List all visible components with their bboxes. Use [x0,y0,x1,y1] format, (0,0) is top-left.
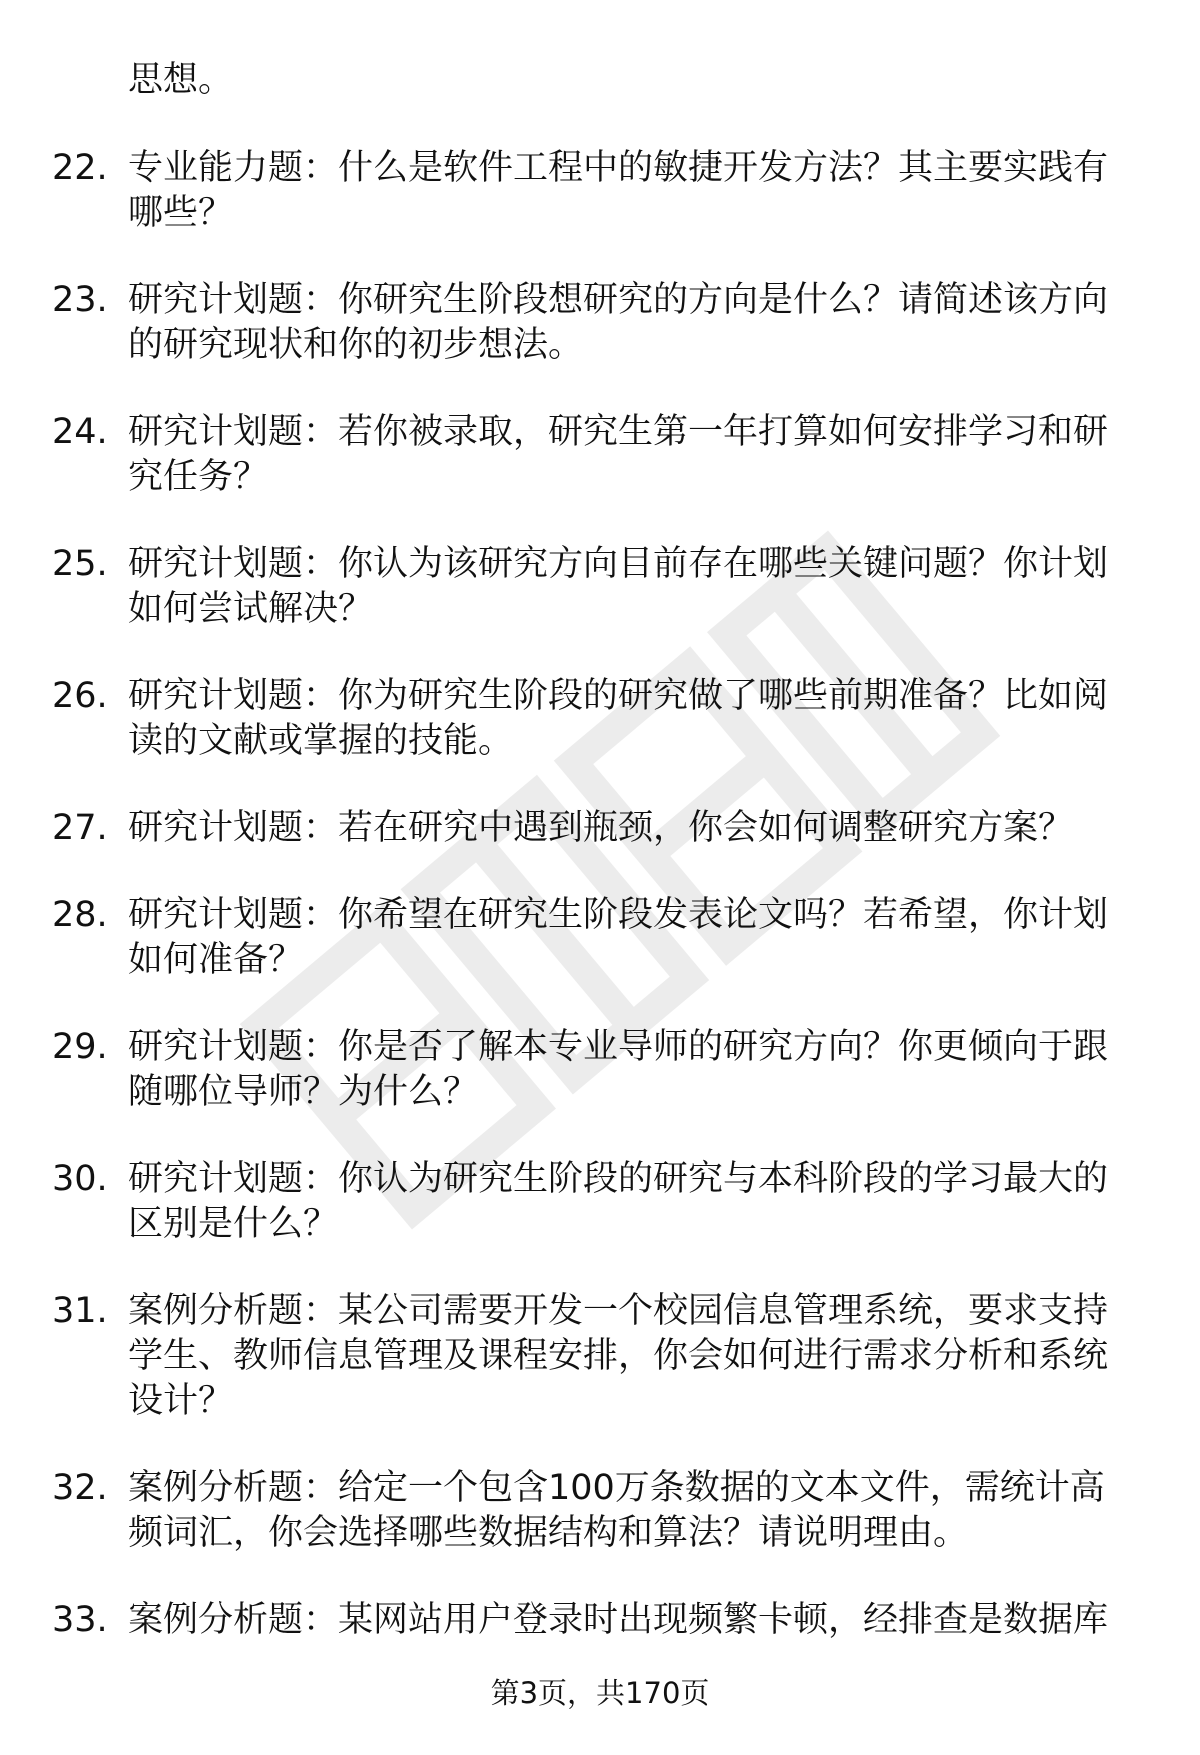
question-item [0,1025,1200,1115]
question-item [0,1157,1200,1247]
question-number: 27. [52,808,108,848]
question-text: 研究计划题：你认为研究生阶段的研究与本科阶段的学习最大的区别是什么？ [128,1159,1109,1244]
question-number: 33. [52,1600,108,1640]
continuation-text: 思想。 [128,60,234,100]
question-number: 25. [52,544,108,584]
page-footer: 第3页，共170页 [490,1676,710,1710]
question-number: 26. [52,676,108,716]
question-text: 研究计划题：你为研究生阶段的研究做了哪些前期准备？比如阅读的文献或掌握的技能。 [128,676,1109,761]
question-item [0,674,1200,764]
question-number: 24. [52,412,108,452]
question-list [0,146,1200,1685]
question-item [0,410,1200,500]
question-item [0,893,1200,983]
question-number: 22. [52,148,108,188]
question-text: 研究计划题：你研究生阶段想研究的方向是什么？请简述该方向的研究现状和你的初步想法。 [128,280,1109,365]
question-number: 28. [52,895,108,935]
question-number: 31. [52,1291,108,1331]
question-text: 案例分析题：某公司需要开发一个校园信息管理系统，要求支持学生、教师信息管理及课程安排，你会如何进行需求分析和系统设计？ [128,1291,1109,1421]
question-text: 案例分析题：给定一个包含100万条数据的文本文件，需统计高频词汇，你会选择哪些数据结构和算法？请说明理由。 [128,1468,1105,1553]
question-item [0,1598,1200,1643]
question-item [0,542,1200,632]
question-item [0,806,1200,851]
question-item [0,1289,1200,1424]
question-number: 32. [52,1468,108,1508]
question-text: 研究计划题：你希望在研究生阶段发表论文吗？若希望，你计划如何准备？ [128,895,1109,980]
question-text: 研究计划题：你是否了解本专业导师的研究方向？你更倾向于跟随哪位导师？为什么？ [128,1027,1109,1112]
question-item [0,1466,1200,1556]
question-number: 29. [52,1027,108,1067]
question-item [0,146,1200,236]
question-text: 研究计划题：若在研究中遇到瓶颈，你会如何调整研究方案？ [128,808,1074,848]
question-text: 研究计划题：若你被录取，研究生第一年打算如何安排学习和研究任务？ [128,412,1109,497]
question-number: 30. [52,1159,108,1199]
question-item [0,278,1200,368]
question-text: 案例分析题：某网站用户登录时出现频繁卡顿，经排查是数据库 [128,1600,1109,1640]
question-number: 23. [52,280,108,320]
question-text: 专业能力题：什么是软件工程中的敏捷开发方法？其主要实践有哪些？ [128,148,1109,233]
question-text: 研究计划题：你认为该研究方向目前存在哪些关键问题？你计划如何尝试解决？ [128,544,1109,629]
